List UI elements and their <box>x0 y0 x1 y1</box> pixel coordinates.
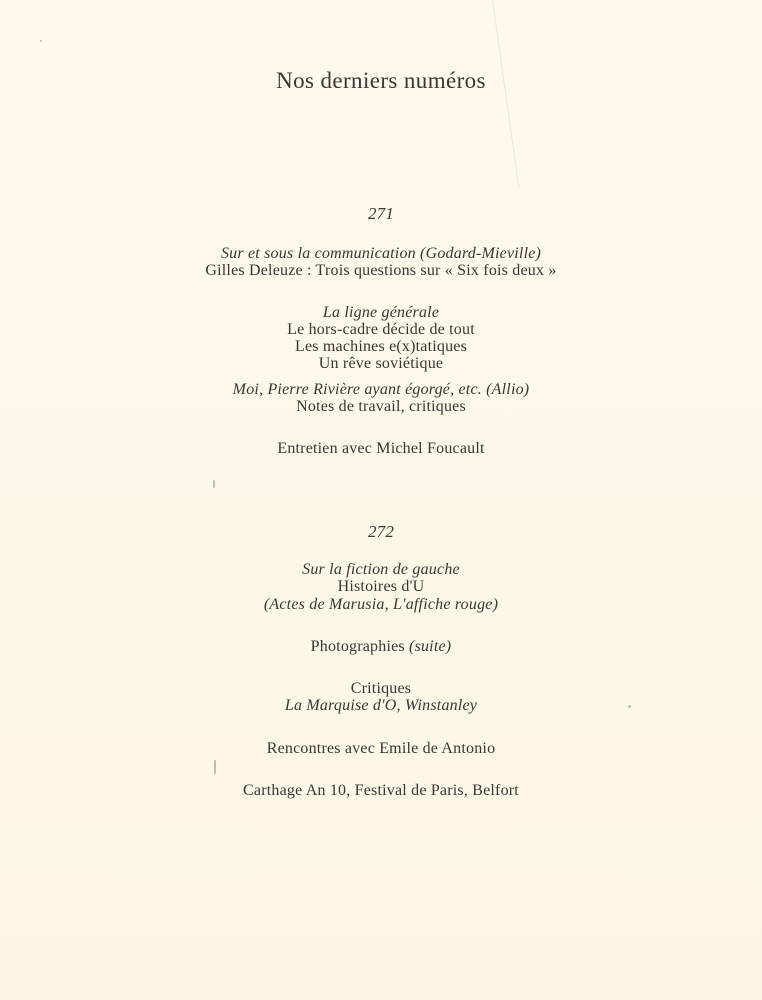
issue-number-272: 272 <box>367 522 395 541</box>
issue-272-entry-4 <box>0 638 762 656</box>
paper-speck <box>40 40 42 42</box>
page-title: Nos derniers numéros <box>276 68 486 93</box>
issue-271-entry-3: La ligne générale <box>322 304 440 321</box>
paper-crease <box>492 0 519 188</box>
paper-speck <box>213 480 215 488</box>
issue-272-entry-5: Critiques <box>350 680 412 697</box>
issue-271-entry-2: Gilles Deleuze : Trois questions sur « Six fois deux » <box>205 262 557 279</box>
paper-speck <box>214 760 216 774</box>
issue-272-entry-7: Rencontres avec Emile de Antonio <box>266 740 496 757</box>
issue-271-entry-7: Moi, Pierre Rivière ayant égorgé, etc. (Allio) <box>232 381 530 398</box>
issue-272-entry-4-text: Photographies <box>310 638 405 655</box>
issue-271-entry-4: Le hors-cadre décide de tout <box>287 321 475 338</box>
issue-272-entry-3: (Actes de Marusia, L'affiche rouge) <box>263 596 499 613</box>
issue-271-entry-9: Entretien avec Michel Foucault <box>277 440 485 457</box>
issue-272-entry-1: Sur la fiction de gauche <box>302 561 460 578</box>
issue-272-entry-4-suffix: (suite) <box>409 638 452 655</box>
issue-271-entry-6: Un rêve soviétique <box>318 355 444 372</box>
issue-272-entry-8: Carthage An 10, Festival de Paris, Belfort <box>243 782 519 799</box>
issue-271-entry-5: Les machines e(x)tatiques <box>294 338 468 355</box>
issue-number-271: 271 <box>367 204 395 223</box>
issue-272-entry-6: La Marquise d'O, Winstanley <box>284 697 478 714</box>
issue-271-entry-1: Sur et sous la communication (Godard-Mieville) <box>220 245 542 262</box>
issue-272-entry-2: Histoires d'U <box>337 578 425 595</box>
issue-271-entry-8: Notes de travail, critiques <box>296 398 466 415</box>
